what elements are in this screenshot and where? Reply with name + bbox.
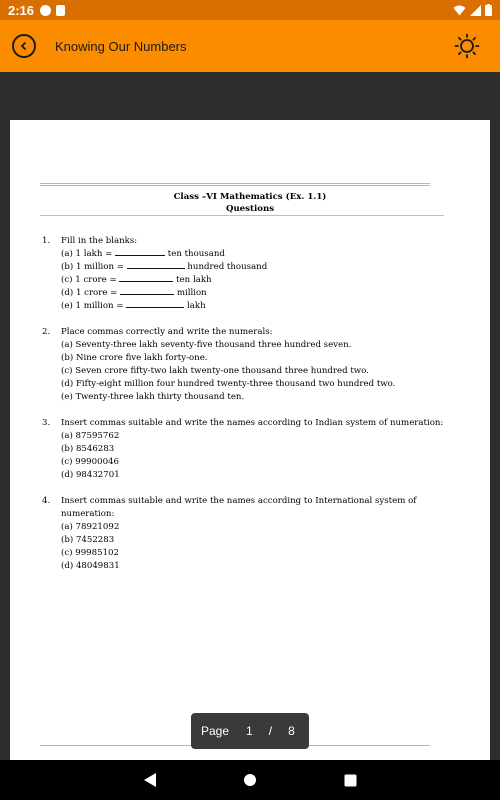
triangle-back-icon — [143, 772, 157, 788]
blank-label: (c) 1 crore = — [61, 275, 117, 285]
question-number: 3. — [42, 418, 51, 428]
blank-line — [126, 300, 184, 308]
document-page — [10, 120, 490, 760]
header-divider — [40, 183, 430, 184]
list-item: (b) Nine crore five lakh forty-one. — [61, 353, 208, 363]
list-item — [61, 248, 462, 261]
question-prompt: Insert commas suitable and write the names according to Indian system of numeration: — [61, 418, 444, 428]
blank-label: (e) 1 million = — [61, 301, 124, 311]
blank-label: (d) 1 crore = — [61, 288, 118, 298]
document-title: Class –VI Mathematics (Ex. 1.1) — [173, 192, 327, 202]
list-item: (a) 87595762 — [61, 431, 120, 441]
blank-label: (a) 1 lakh = — [61, 249, 113, 259]
list-item: (e) Twenty-three lakh thirty thousand ten. — [61, 392, 245, 402]
chevron-left-icon — [19, 41, 29, 51]
blank-suffix: ten thousand — [167, 249, 225, 259]
page-label: Page — [201, 724, 230, 738]
nav-recents-button[interactable] — [330, 760, 370, 800]
app-bar — [0, 20, 500, 72]
status-bar — [0, 0, 500, 20]
question-1 — [42, 235, 462, 313]
header-divider — [40, 185, 430, 186]
list-item: (d) 48049831 — [61, 561, 120, 571]
list-item: (b) 7452283 — [61, 535, 115, 545]
list-item: (d) 98432701 — [61, 470, 120, 480]
signal-icon — [470, 5, 481, 16]
sd-card-icon — [56, 5, 65, 16]
title-divider — [40, 215, 444, 216]
list-item: (c) 99900046 — [61, 457, 119, 467]
question-number: 2. — [42, 327, 51, 337]
current-page: 1 — [246, 724, 253, 738]
blank-suffix: million — [176, 288, 207, 298]
document-subtitle: Questions — [225, 204, 275, 214]
status-right-icons — [453, 4, 492, 16]
question-4 — [42, 495, 462, 573]
back-button[interactable] — [12, 34, 36, 58]
list-item — [61, 300, 462, 313]
blank-line — [119, 274, 173, 282]
square-recents-icon — [344, 774, 357, 787]
blank-line — [120, 287, 174, 295]
question-prompt: Insert commas suitable and write the names according to International system of numeration: — [61, 496, 417, 519]
question-2 — [42, 326, 462, 404]
question-prompt: Fill in the blanks: — [61, 236, 138, 246]
page-indicator — [191, 713, 309, 749]
notification-icon — [40, 5, 51, 16]
system-nav-bar — [0, 760, 500, 800]
blank-suffix: lakh — [186, 301, 206, 311]
blank-label: (b) 1 million = — [61, 262, 124, 272]
app-title: Knowing Our Numbers — [55, 38, 187, 54]
blank-suffix: hundred thousand — [187, 262, 268, 272]
list-item — [61, 274, 462, 287]
nav-home-button[interactable] — [230, 760, 270, 800]
blank-line — [127, 261, 185, 269]
document-viewer[interactable] — [0, 72, 500, 760]
battery-icon — [485, 4, 492, 16]
nav-back-button[interactable] — [130, 760, 170, 800]
list-item: (c) 99985102 — [61, 548, 119, 558]
question-prompt: Place commas correctly and write the numerals: — [61, 327, 273, 337]
status-time: 2:16 — [8, 2, 35, 18]
question-3 — [42, 417, 462, 482]
list-item: (a) Seventy-three lakh seventy-five thousand three hundred seven. — [61, 340, 352, 350]
question-number: 4. — [42, 496, 51, 506]
circle-home-icon — [243, 773, 257, 787]
page-separator: / — [268, 724, 273, 738]
list-item: (b) 8546283 — [61, 444, 115, 454]
blank-suffix: ten lakh — [176, 275, 212, 285]
brightness-icon[interactable] — [454, 33, 480, 59]
list-item — [61, 261, 462, 274]
blank-line — [115, 248, 165, 256]
list-item — [61, 287, 462, 300]
list-item: (d) Fifty-eight million four hundred twenty-three thousand two hundred two. — [61, 379, 396, 389]
list-item: (c) Seven crore fifty-two lakh twenty-one thousand three hundred two. — [61, 366, 369, 376]
question-number: 1. — [42, 236, 51, 246]
list-item: (a) 78921092 — [61, 522, 120, 532]
wifi-icon — [453, 5, 466, 16]
total-pages: 8 — [288, 724, 295, 738]
